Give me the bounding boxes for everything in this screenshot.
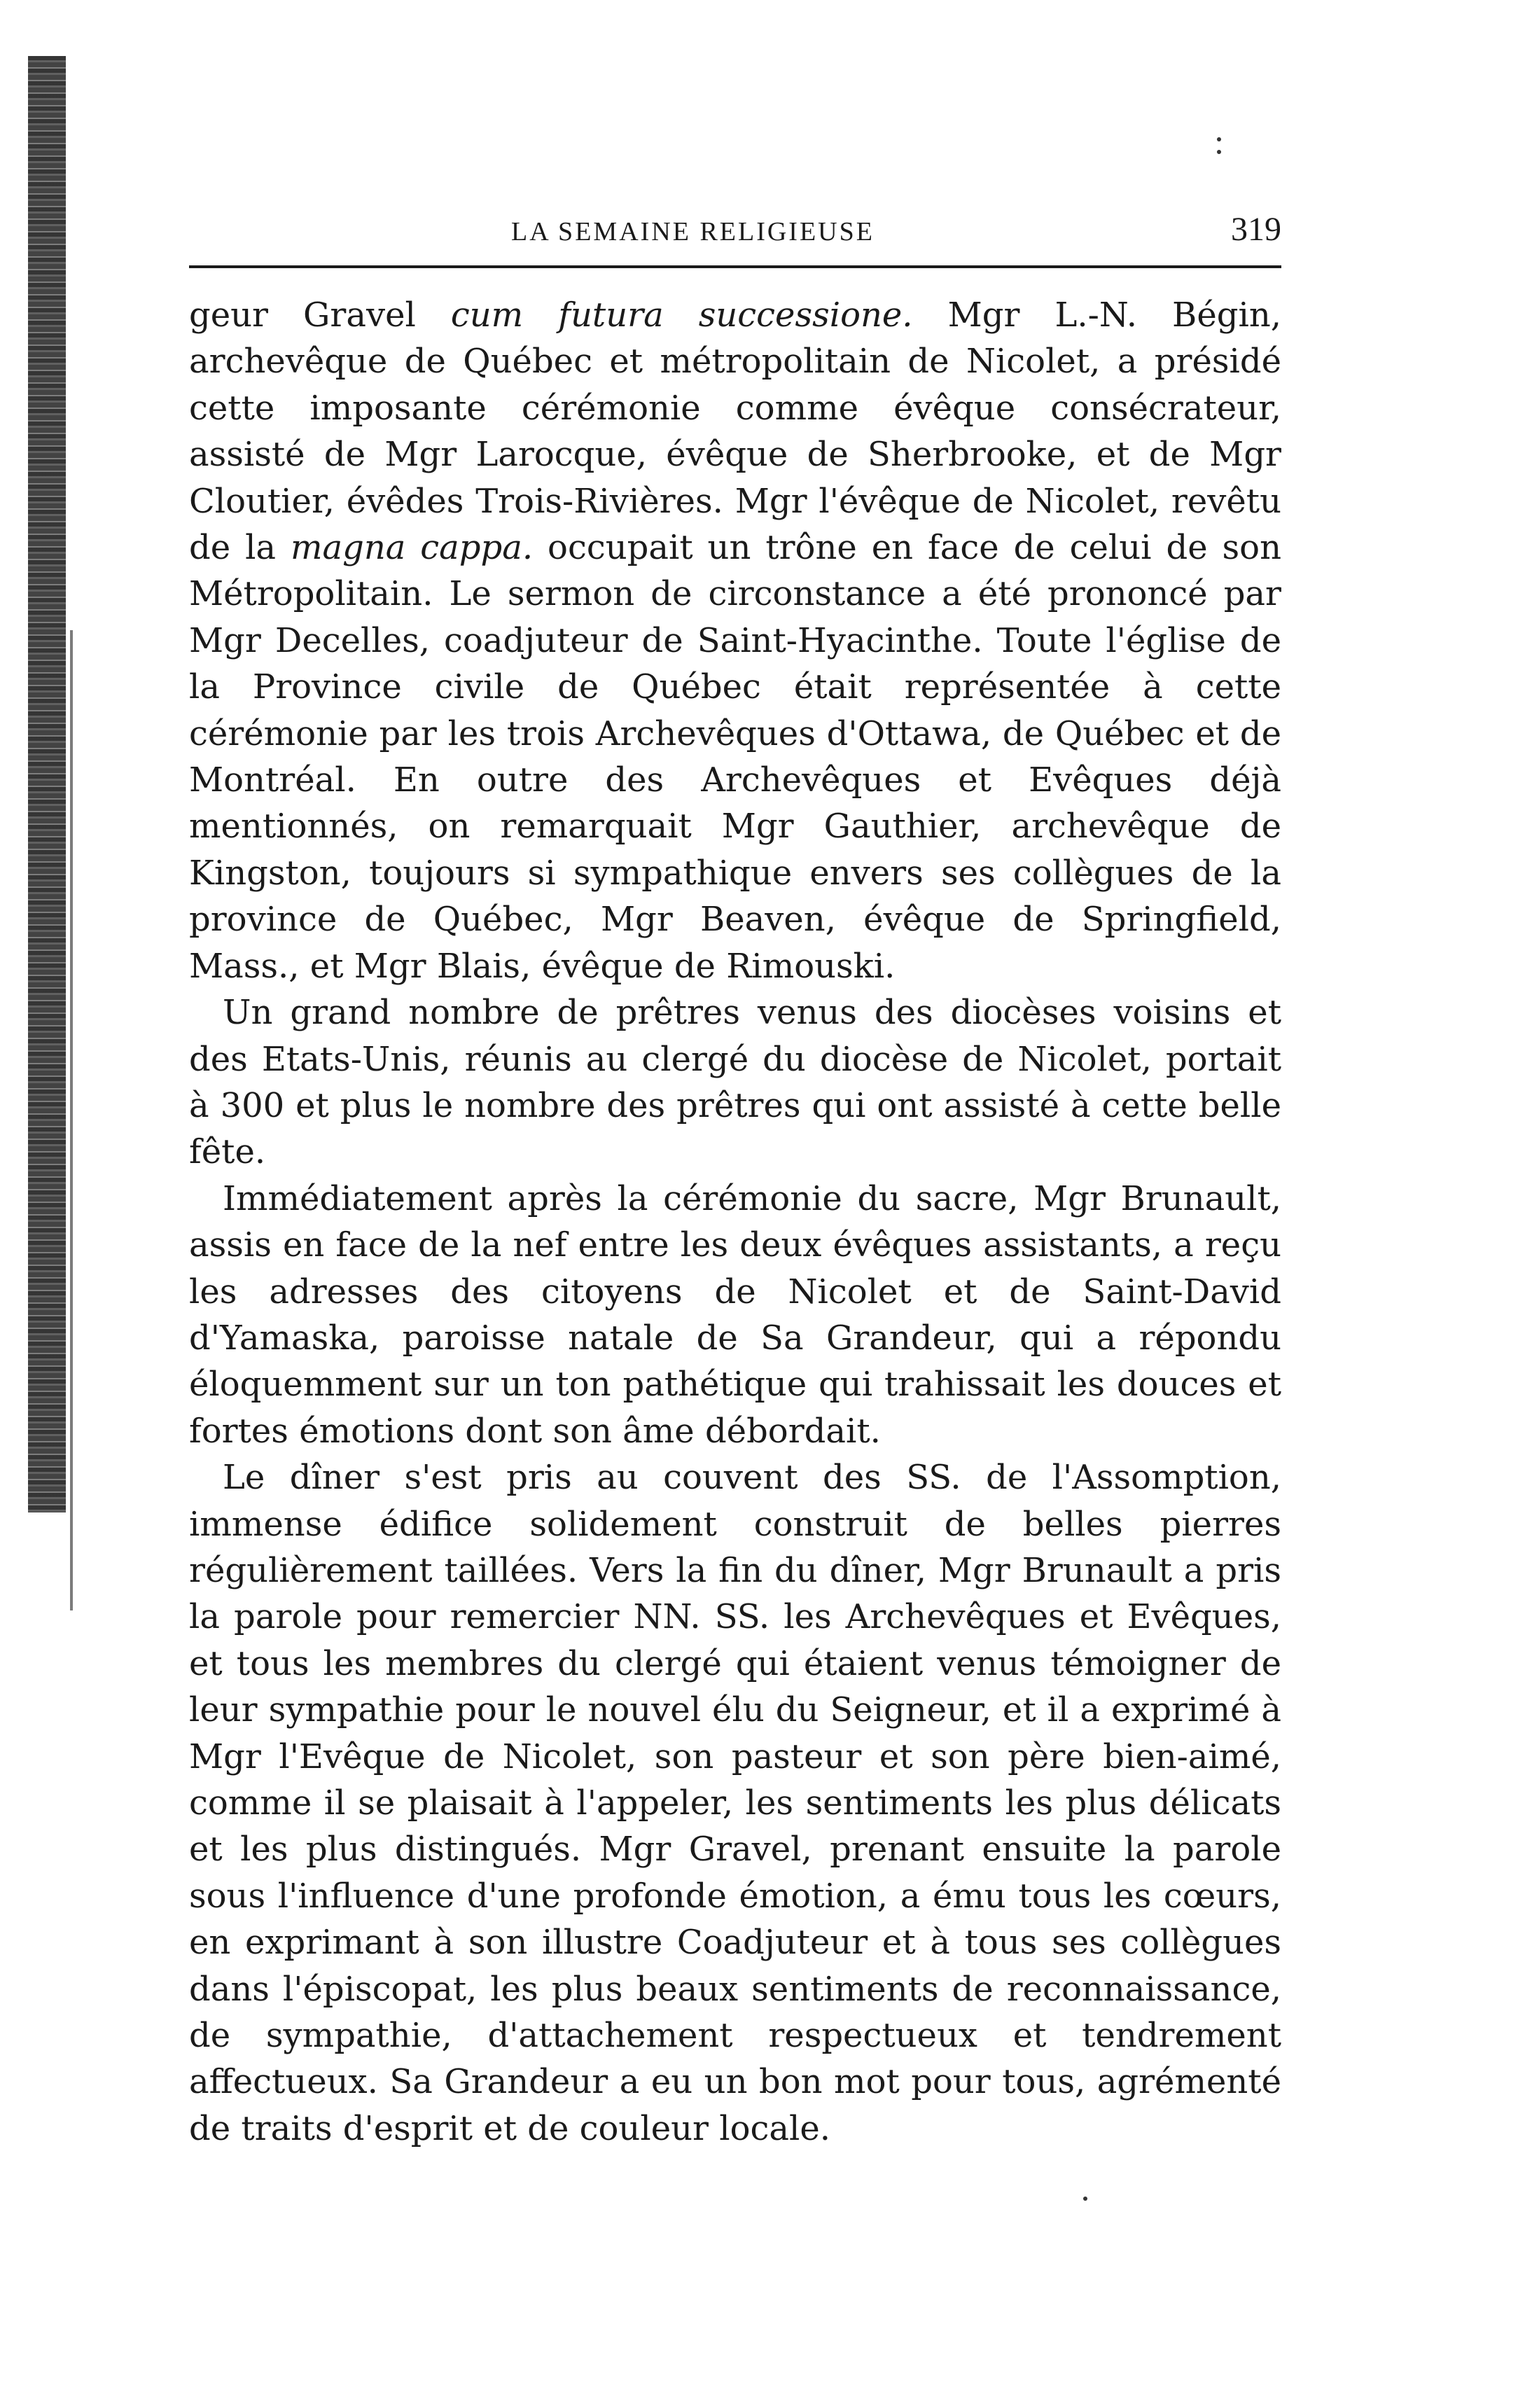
paragraph-continuation (189, 292, 1281, 989)
paragraph-3: Immédiatement après la cérémonie du sacre, Mgr Brunault, assis en face de la nef entre les deux évêques assistants, a reçu les adresses des citoyens de Nicolet et de Saint-David d'Yamaska, paroisse natale de Sa Grandeur, qui a répondu éloquemment sur un ton pathétique qui trahissait les douces et fortes émotions dont son âme débordait. (189, 1178, 1281, 1451)
paragraph-1-pre: geur Gravel (189, 295, 451, 335)
print-speck (1083, 2197, 1087, 2201)
body-text (189, 292, 1281, 2152)
latin-vestment: magna cappa. (290, 528, 534, 568)
latin-phrase: cum futura successione. (450, 295, 913, 335)
paragraph-4: Le dîner s'est pris au couvent des SS. de l'Assomption, immense édifice solidement construit de belles pierres régulièrement taillées. Vers la fin du dîner, Mgr Brunault a pris la parole pour remercier NN. SS. les Archevêques et Evêques, et tous les membres du clergé qui étaient venus témoigner de leur sympathie pour le nouvel élu du Seigneur, et il a exprimé à Mgr l'Evêque de Nicolet, son pasteur et son père bien-aimé, comme il se plaisait à l'appeler, les sentiments les plus délicats et les plus distingués. Mgr Gravel, prenant ensuite la parole sous l'influence d'une profonde émotion, a ému tous les cœurs, en exprimant à son illustre Coadjuteur et à tous ses collègues dans l'épiscopat, les plus beaux sentiments de reconnaissance, de sympathie, d'attachement respectueux et tendrement affectueux. Sa Grandeur a eu un bon mot pour tous, agrémenté de traits d'esprit et de couleur locale. (189, 1458, 1281, 2148)
page-number: 319 (1231, 211, 1281, 248)
binding-shadow (28, 56, 66, 1512)
paragraph-1-post: occupait un trône en face de celui de son Métropolitain. Le sermon de circonstance a été prononcé par Mgr Decelles, coadjuteur de Saint-Hyacinthe. Toute l'église de la Province civile de Québec était représentée à cette cérémonie par les trois Archevêques d'Ottawa, de Québec et de Montréal. En outre des Archevêques et Evêques déjà mentionnés, on remarquait Mgr Gauthier, archevêque de Kingston, toujours si sympathique envers ses collègues de la province de Québec, Mgr Beaven, évêque de Springfield, Mass., et Mgr Blais, évêque de Rimouski. (189, 528, 1281, 986)
binding-line (70, 630, 73, 1610)
paragraph-2: Un grand nombre de prêtres venus des diocèses voisins et des Etats-Unis, réunis au clergé du diocèse de Nicolet, portait à 300 et plus le nombre des prêtres qui ont assisté à cette belle fête. (189, 993, 1281, 1172)
print-speck (1217, 137, 1221, 141)
print-speck (1217, 150, 1221, 154)
paragraph-1-mid: Mgr L.-N. Bégin, archevêque de Québec et métropolitain de Nicolet, a présidé cette imposante cérémonie comme évêque consécrateur, assisté de Mgr Larocque, évêque de Sherbrooke, et de Mgr Cloutier, évêdes Trois-Rivières. Mgr l'évêque de Nicolet, revêtu de la (189, 295, 1281, 568)
running-title: LA SEMAINE RELIGIEUSE (511, 217, 875, 246)
book-page (189, 210, 1281, 2152)
running-head (189, 210, 1281, 268)
